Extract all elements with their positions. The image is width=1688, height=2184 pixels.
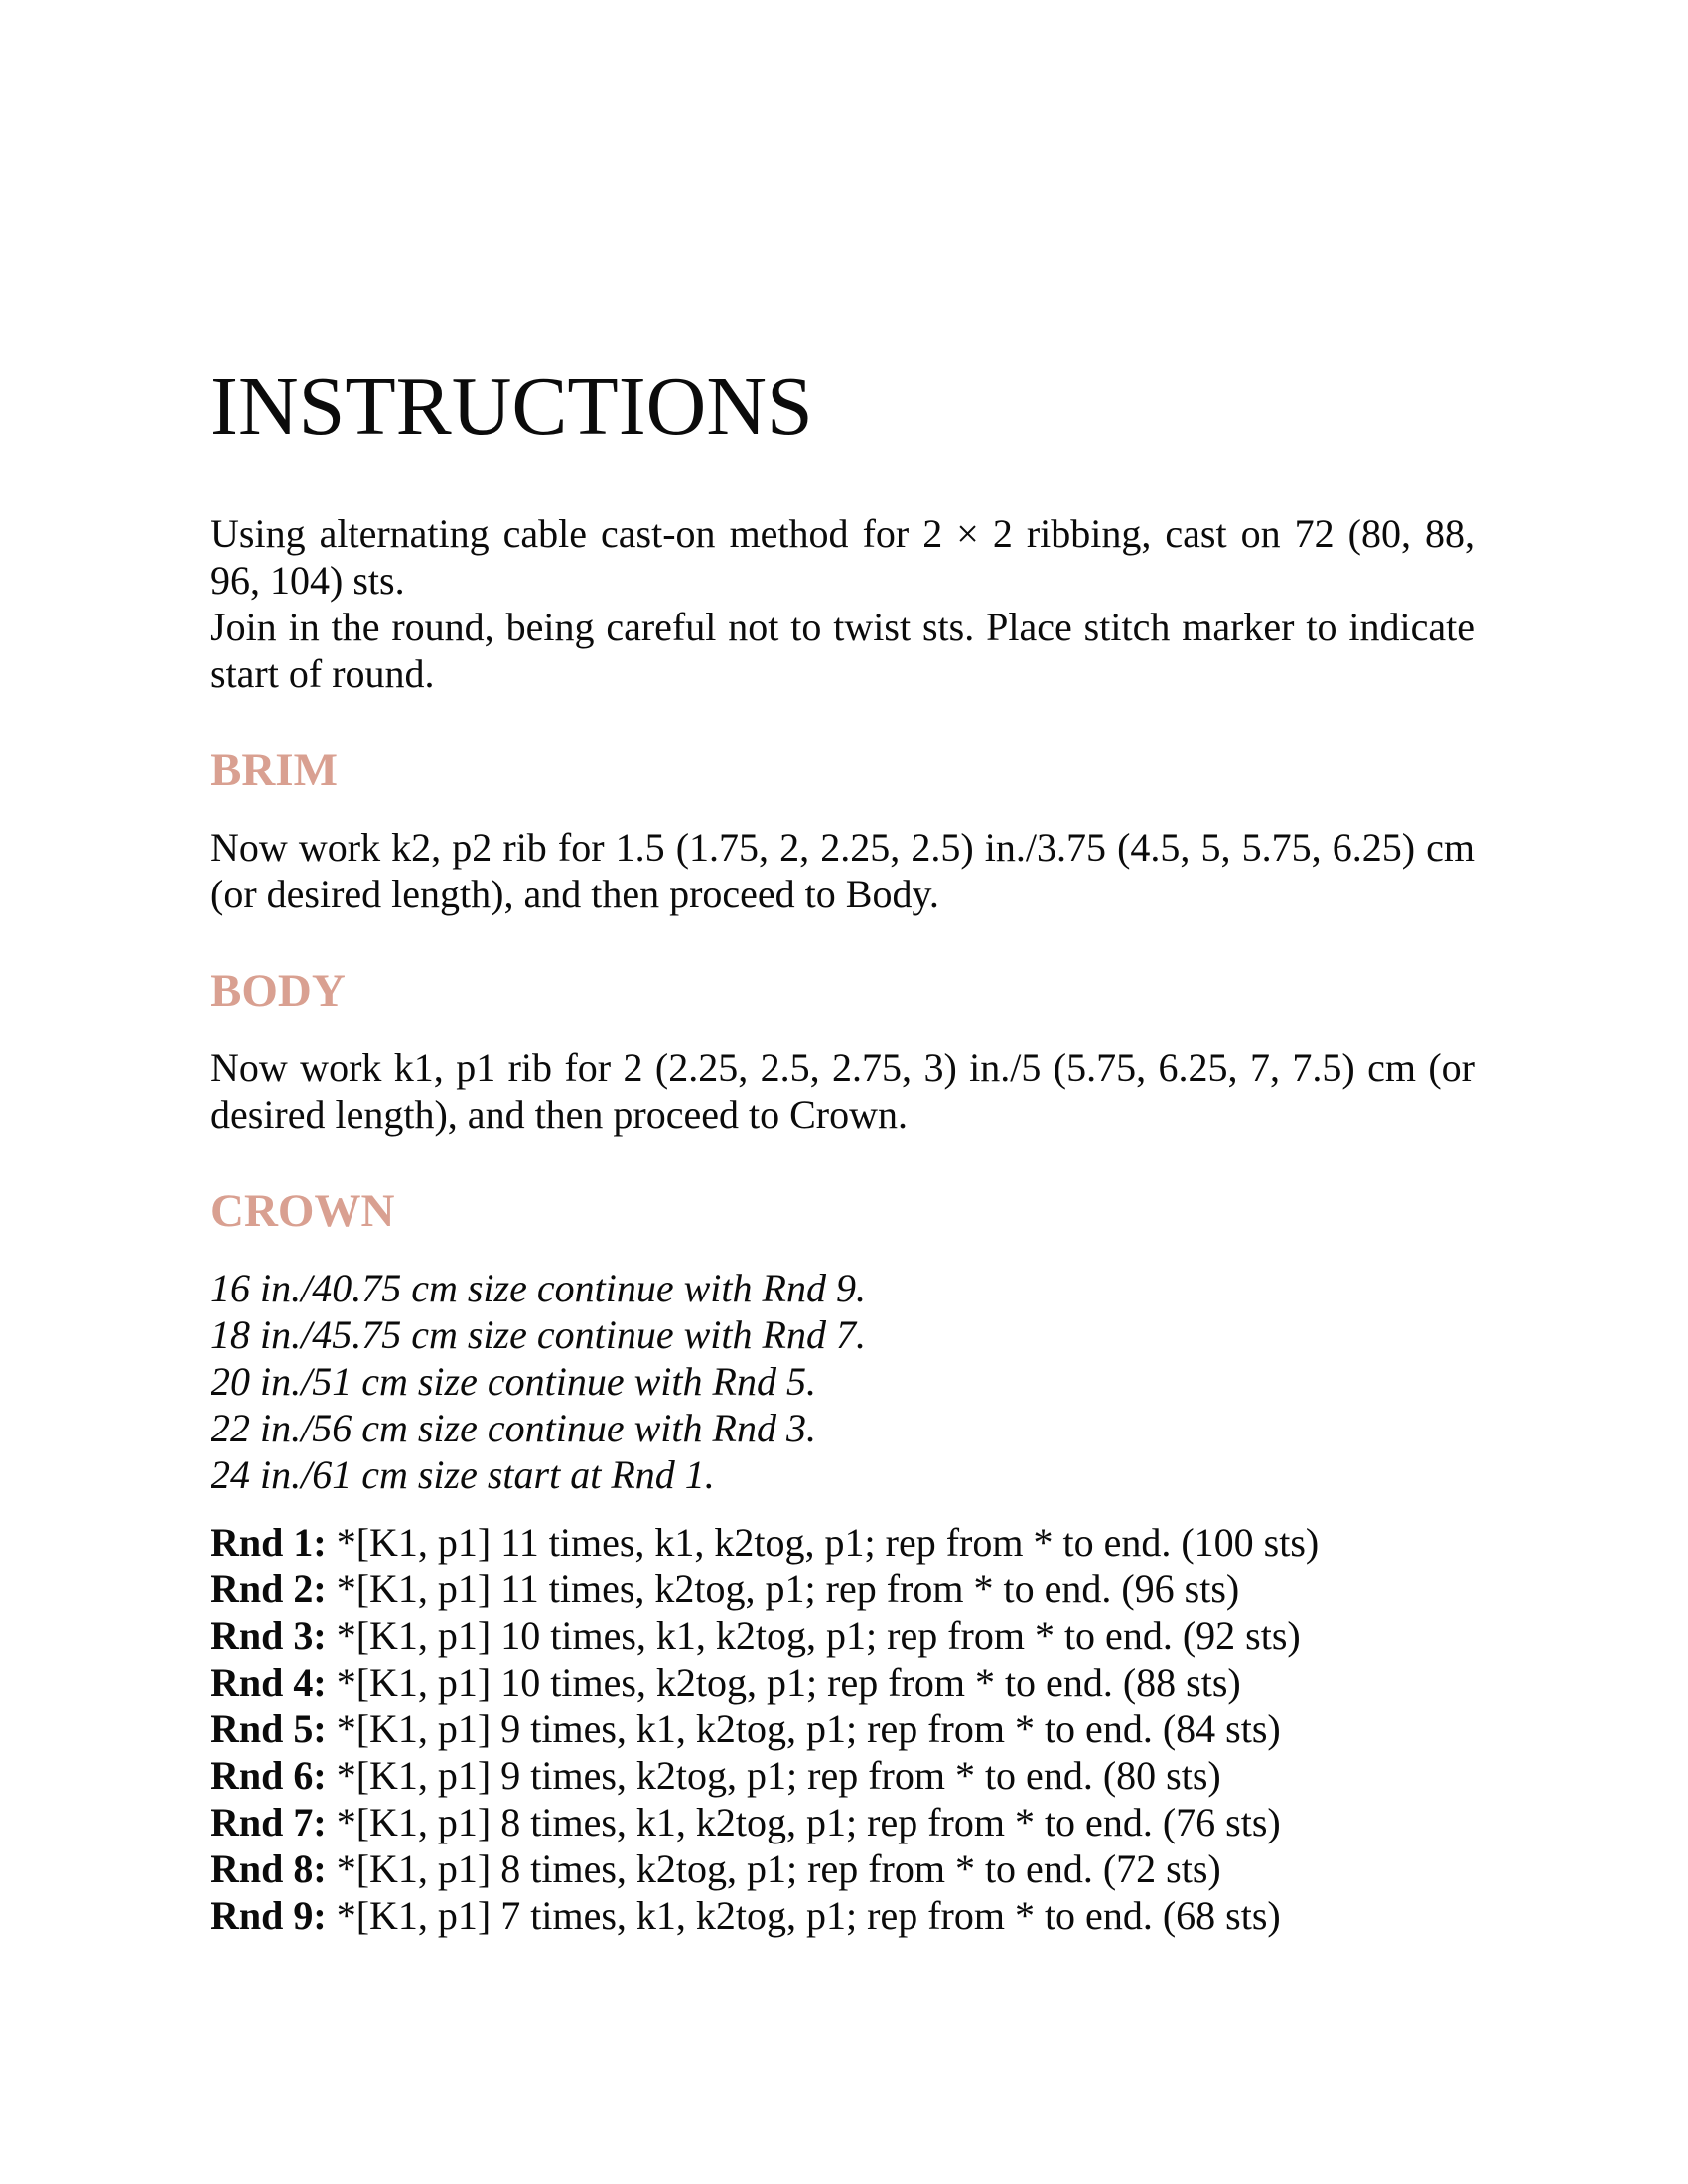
size-note-24in: 24 in./61 cm size start at Rnd 1.	[211, 1452, 715, 1497]
size-note-18in: 18 in./45.75 cm size continue with Rnd 7.	[211, 1312, 866, 1357]
round-label-2: Rnd 2:	[211, 1567, 327, 1611]
round-label-5: Rnd 5:	[211, 1706, 327, 1751]
intro-paragraph-2: Join in the round, being careful not to twist sts. Place stitch marker to indicate start of round.	[211, 605, 1475, 696]
round-line-7	[211, 1799, 1475, 1845]
round-text-8: *[K1, p1] 8 times, k2tog, p1; rep from * to end. (72 sts)	[336, 1846, 1221, 1891]
round-text-7: *[K1, p1] 8 times, k1, k2tog, p1; rep from * to end. (76 sts)	[336, 1800, 1281, 1844]
round-line-8	[211, 1845, 1475, 1892]
page-title: INSTRUCTIONS	[211, 360, 813, 453]
round-label-6: Rnd 6:	[211, 1753, 327, 1798]
round-text-9: *[K1, p1] 7 times, k1, k2tog, p1; rep from * to end. (68 sts)	[336, 1893, 1281, 1938]
round-line-2	[211, 1566, 1475, 1612]
crown-rounds	[211, 1519, 1475, 1939]
round-text-4: *[K1, p1] 10 times, k2tog, p1; rep from * to end. (88 sts)	[336, 1660, 1241, 1705]
body-paragraph: Now work k1, p1 rib for 2 (2.25, 2.5, 2.75, 3) in./5 (5.75, 6.25, 7, 7.5) cm (or desired length), and then proceed to Crown.	[211, 1045, 1475, 1137]
round-label-8: Rnd 8:	[211, 1846, 327, 1891]
round-text-2: *[K1, p1] 11 times, k2tog, p1; rep from * to end. (96 sts)	[336, 1567, 1240, 1611]
round-line-4	[211, 1659, 1475, 1706]
round-text-3: *[K1, p1] 10 times, k1, k2tog, p1; rep from * to end. (92 sts)	[336, 1613, 1301, 1658]
round-label-9: Rnd 9:	[211, 1893, 327, 1938]
round-label-4: Rnd 4:	[211, 1660, 327, 1705]
round-label-3: Rnd 3:	[211, 1613, 327, 1658]
size-note-16in: 16 in./40.75 cm size continue with Rnd 9.	[211, 1266, 866, 1310]
round-text-1: *[K1, p1] 11 times, k1, k2tog, p1; rep from * to end. (100 sts)	[336, 1520, 1320, 1565]
size-note-20in: 20 in./51 cm size continue with Rnd 5.	[211, 1359, 816, 1404]
round-line-3	[211, 1612, 1475, 1659]
section-heading-body: BODY	[211, 965, 346, 1017]
section-heading-brim: BRIM	[211, 745, 338, 796]
brim-paragraph: Now work k2, p2 rib for 1.5 (1.75, 2, 2.25, 2.5) in./3.75 (4.5, 5, 5.75, 6.25) cm (or desired length), and then proceed to Body.	[211, 825, 1475, 916]
round-line-1	[211, 1519, 1475, 1566]
intro-paragraph-1: Using alternating cable cast-on method for 2 × 2 ribbing, cast on 72 (80, 88, 96, 104) sts.	[211, 511, 1475, 603]
crown-size-notes	[211, 1265, 1475, 1498]
round-text-6: *[K1, p1] 9 times, k2tog, p1; rep from * to end. (80 sts)	[336, 1753, 1221, 1798]
round-line-6	[211, 1752, 1475, 1799]
round-label-1: Rnd 1:	[211, 1520, 327, 1565]
round-line-5	[211, 1706, 1475, 1752]
round-text-5: *[K1, p1] 9 times, k1, k2tog, p1; rep from * to end. (84 sts)	[336, 1706, 1281, 1751]
section-heading-crown: CROWN	[211, 1185, 395, 1237]
round-label-7: Rnd 7:	[211, 1800, 327, 1844]
size-note-22in: 22 in./56 cm size continue with Rnd 3.	[211, 1406, 816, 1450]
round-line-9	[211, 1892, 1475, 1939]
